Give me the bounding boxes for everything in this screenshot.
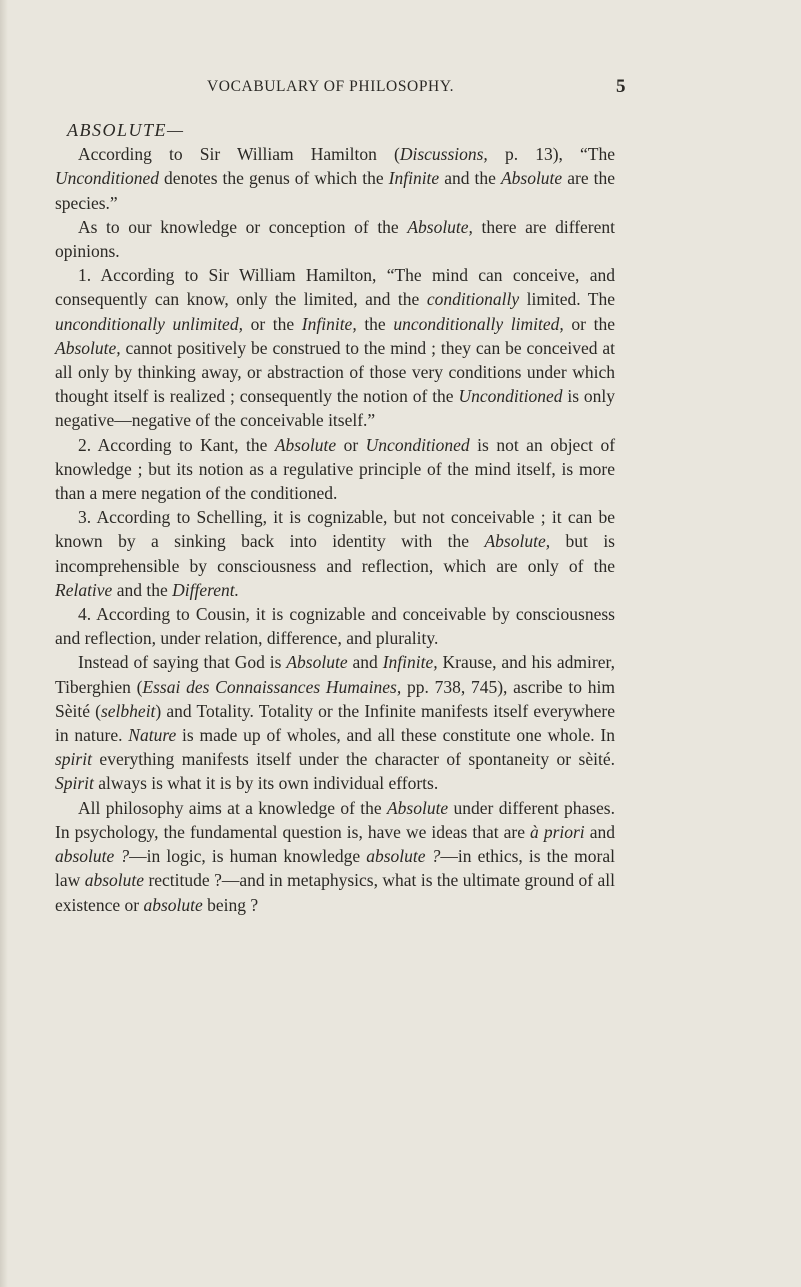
italic-text: Absolute xyxy=(274,434,337,455)
page-number: 5 xyxy=(616,76,626,97)
italic-text: Nature xyxy=(128,725,177,746)
italic-text: Absolute, xyxy=(407,216,473,237)
text-run: under different phases. In psychology, the fundamental question is, have we ideas that are xyxy=(55,797,615,842)
italic-text: Relative xyxy=(55,579,113,600)
italic-text: spirit xyxy=(55,749,92,770)
italic-text: Unconditioned xyxy=(458,386,563,407)
text-run: —in logic, is human knowledge xyxy=(129,846,367,867)
italic-text: Absolute, xyxy=(484,531,551,552)
text-run: As to our knowledge or conception of the xyxy=(78,216,408,237)
running-head: VOCABULARY OF PHILOSOPHY. xyxy=(207,78,455,95)
paragraph xyxy=(55,263,615,432)
text-run: being ? xyxy=(202,894,259,915)
italic-text: Infinite, xyxy=(382,652,438,673)
text-run: Krause, and his admirer, Tiberghien ( xyxy=(55,652,615,697)
paragraph xyxy=(55,602,615,650)
text-run: there are different opinions. xyxy=(55,216,616,262)
text-run: All philosophy aims at a knowledge of the xyxy=(78,797,387,818)
italic-text: Discussions, xyxy=(399,144,488,165)
page-body xyxy=(55,118,615,917)
italic-text: à priori xyxy=(530,821,585,842)
text-run: denotes the genus of which the xyxy=(159,168,389,189)
text-run: cannot positively be construed to the mind ; they can be conceived at all only by thinking away, or abstraction of those very conditions under which thought itself is realized ; consequently the notion of the xyxy=(55,337,615,407)
text-run: but is incomprehensible by consciousness and reflection, which are only of the xyxy=(55,531,615,576)
text-run: is only negative—negative of the conceivable itself.” xyxy=(55,386,615,431)
italic-text: Essai des Connaissances Humaines, xyxy=(142,676,402,697)
text-run: Instead of saying that God is xyxy=(78,652,287,673)
text-run: and xyxy=(584,821,615,842)
italic-text: Different. xyxy=(172,579,240,600)
paragraph xyxy=(55,650,615,795)
italic-text: absolute ? xyxy=(55,846,130,867)
text-run: limited. The xyxy=(519,289,616,310)
text-run: the xyxy=(356,313,394,334)
paragraph xyxy=(55,796,615,917)
italic-text: Absolute xyxy=(500,168,563,189)
page-header xyxy=(0,78,801,102)
paragraph xyxy=(55,215,615,263)
text-run: and xyxy=(347,652,383,673)
text-run: or the xyxy=(563,313,615,334)
italic-text: conditionally xyxy=(426,289,520,310)
text-run: 4. According to Cousin, it is cognizable and conceivable by consciousness and reflection, under relation, difference, and plurality. xyxy=(55,604,615,649)
text-run: or xyxy=(336,434,366,455)
text-run: always is what it is by its own individual efforts. xyxy=(93,773,439,794)
text-run: 1. According to Sir William Hamilton, “The mind can conceive, and consequently can know, only the limited, and the xyxy=(55,265,615,310)
text-run: rectitude ?—and in metaphysics, what is the ultimate ground of all existence or xyxy=(55,870,615,915)
text-run: and the xyxy=(439,168,501,189)
italic-text: Absolute xyxy=(386,797,449,818)
text-run: According to Sir William Hamilton ( xyxy=(78,144,400,165)
paragraph xyxy=(55,142,615,215)
text-run: is not an object of knowledge ; but its notion as a regulative principle of the mind itself, is more than a mere negation of the conditioned. xyxy=(55,434,616,504)
italic-text: selbheit xyxy=(100,700,156,721)
italic-text: absolute xyxy=(84,870,145,891)
italic-text: unconditionally limited, xyxy=(393,313,564,334)
italic-text: Unconditioned xyxy=(55,168,160,189)
italic-text: Infinite, xyxy=(301,313,357,334)
text-run: ) and Totality. Totality or the Infinite manifests itself everywhere in nature. xyxy=(55,700,615,746)
entry-title: ABSOLUTE— xyxy=(67,120,185,140)
paragraph xyxy=(55,433,615,506)
italic-text: absolute ? xyxy=(366,846,441,867)
italic-text: Absolute xyxy=(286,652,348,673)
text-run: 2. According to Kant, the xyxy=(78,434,275,455)
page-edge xyxy=(0,0,8,1287)
text-run: and the xyxy=(112,579,173,600)
text-run: 3. According to Schelling, it is cognizable, but not conceivable ; it can be known by a sinking back into identity with the xyxy=(55,507,615,552)
italic-text: Absolute, xyxy=(55,337,121,358)
italic-text: Spirit xyxy=(55,773,94,794)
italic-text: unconditionally unlimited, xyxy=(55,313,243,334)
text-run: or the xyxy=(242,313,302,334)
text-run: are the species.” xyxy=(55,168,615,213)
text-run: everything manifests itself under the character of spontaneity or sèité. xyxy=(91,749,615,770)
italic-text: absolute xyxy=(143,894,203,915)
italic-text: Unconditioned xyxy=(365,434,470,455)
italic-text: Infinite xyxy=(388,168,440,189)
text-run: —in ethics, is the moral law xyxy=(55,846,615,891)
paragraph xyxy=(55,505,615,602)
text-run: is made up of wholes, and all these constitute one whole. In xyxy=(176,725,615,746)
text-run: p. 13), “The xyxy=(487,144,616,165)
text-run: pp. 738, 745), ascribe to him Sèité ( xyxy=(55,676,616,721)
